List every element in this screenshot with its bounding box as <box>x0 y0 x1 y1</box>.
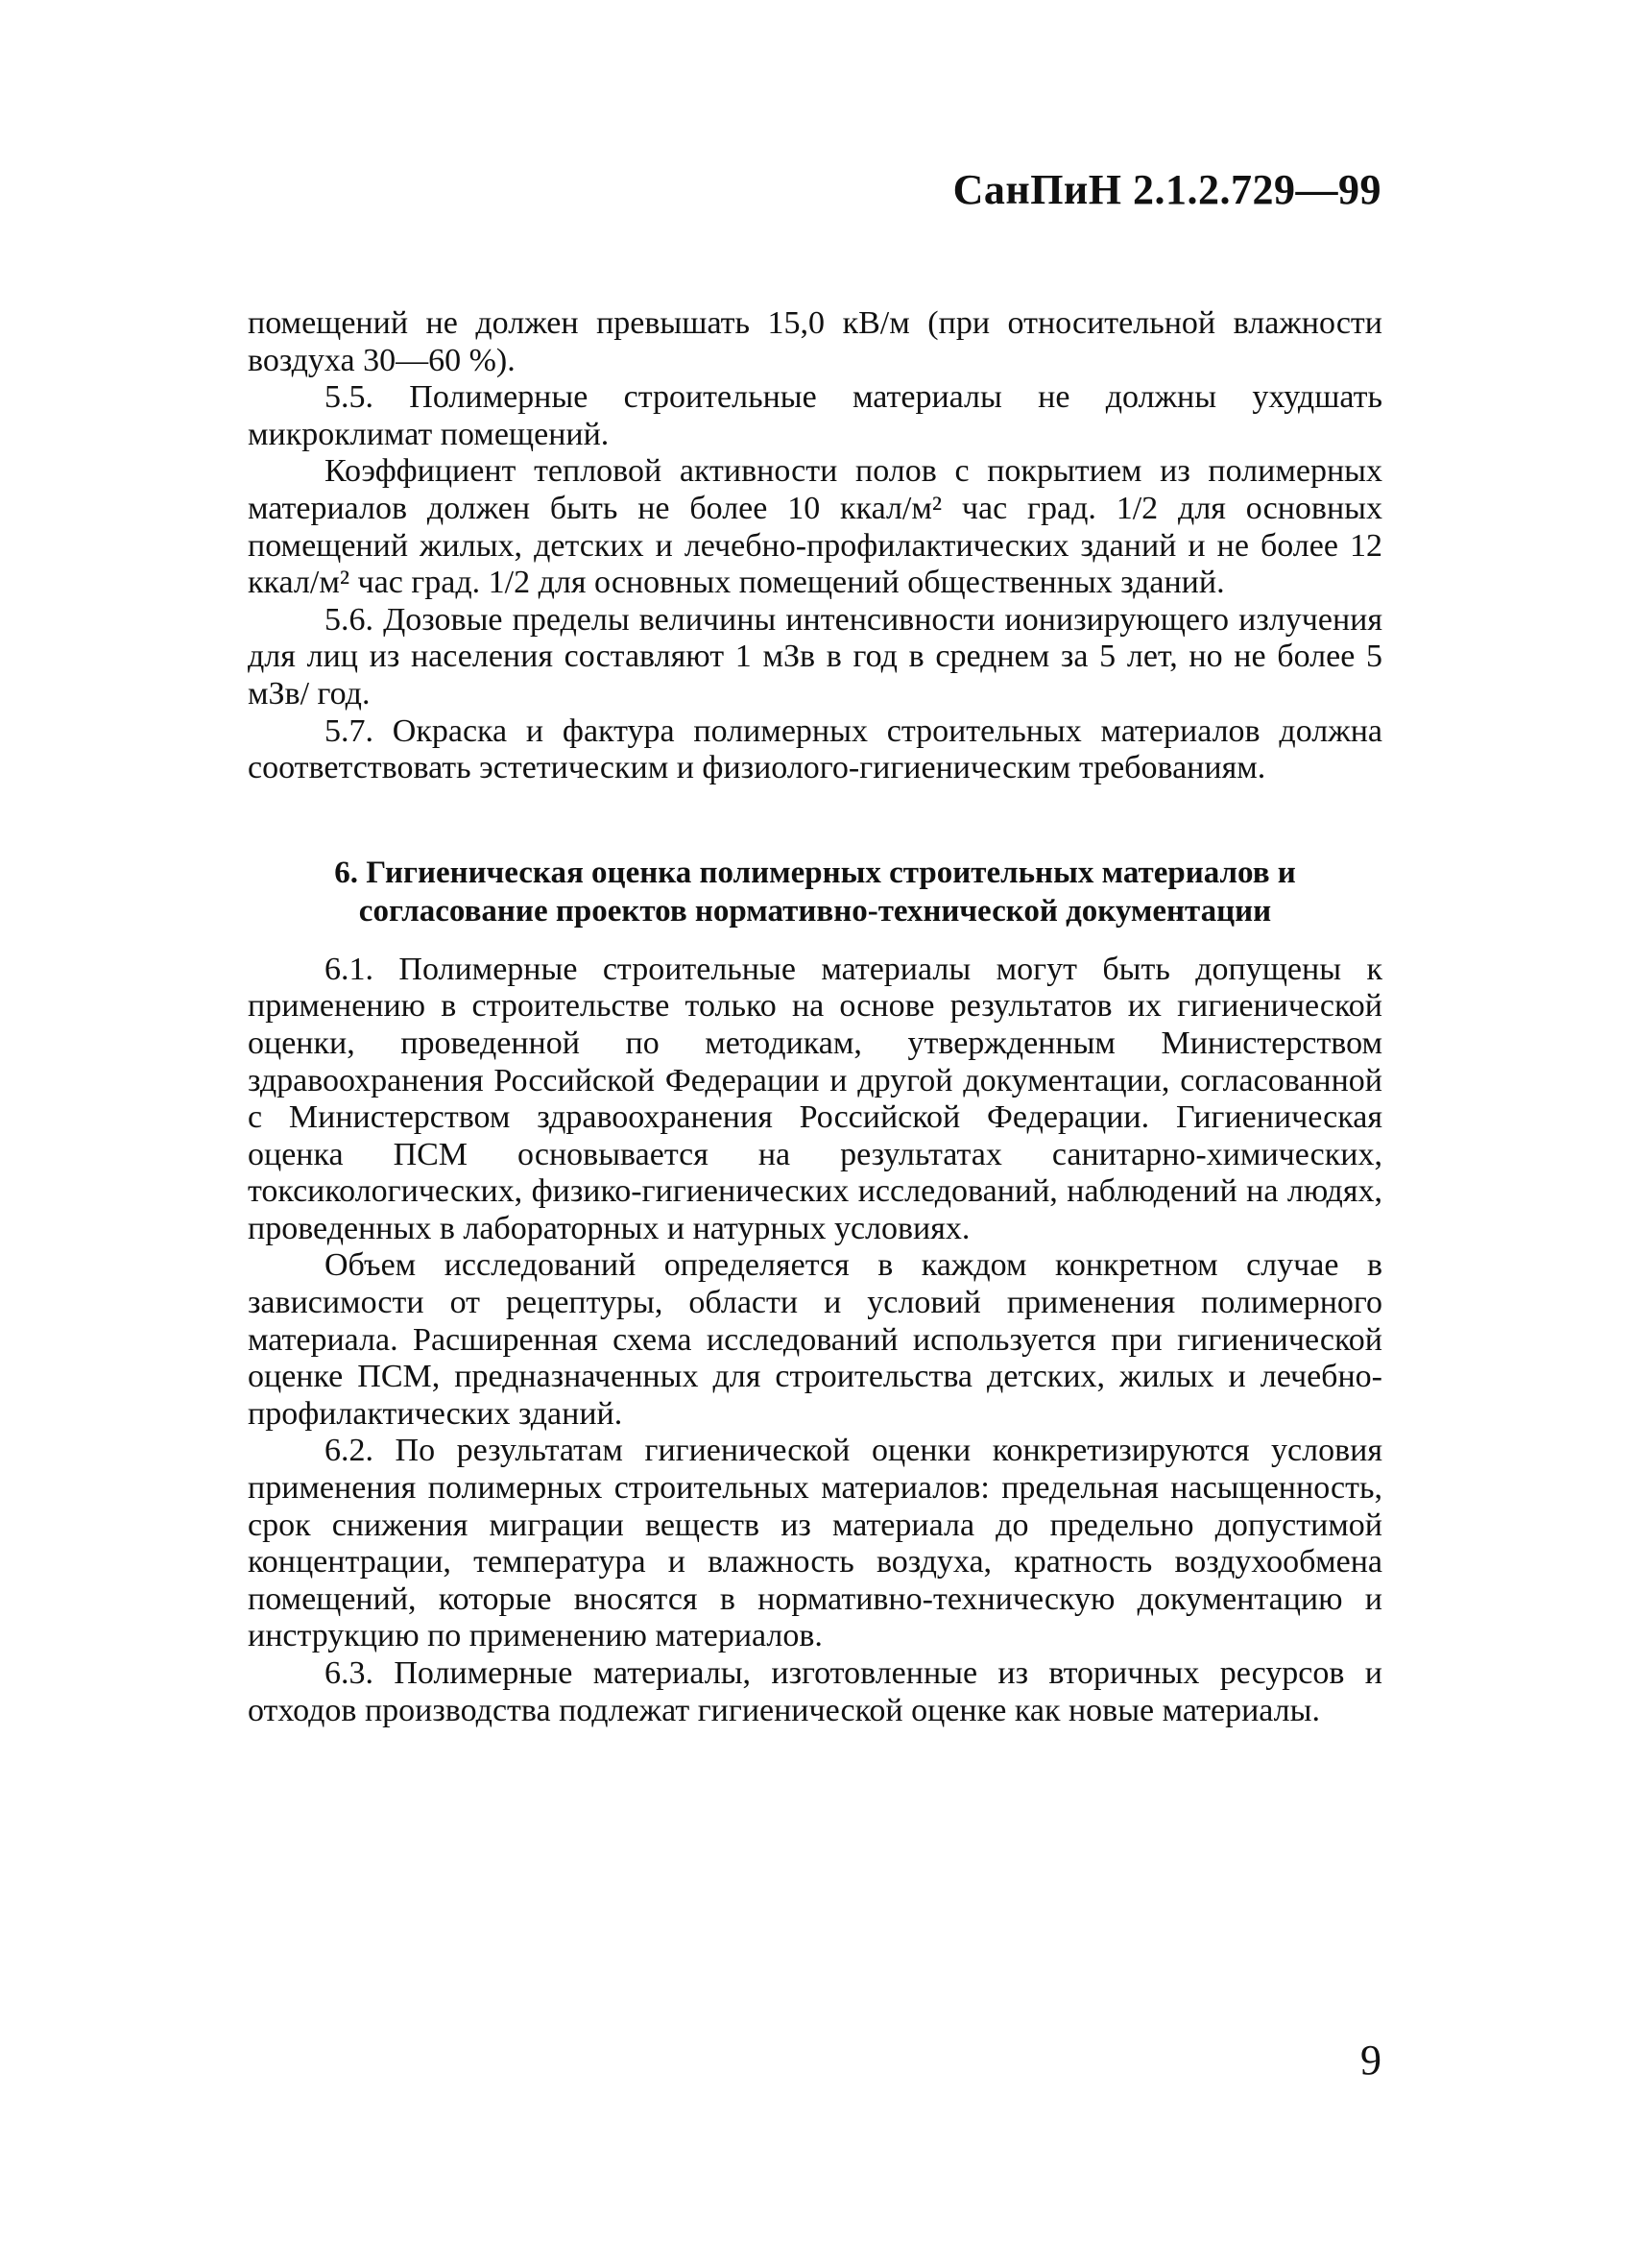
page-number: 9 <box>1360 2037 1381 2084</box>
paragraph-thermal-coefficient: Коэффициент тепловой активности полов с покрытием из полимерных материалов должен быть не более 10 ккал/м² час град. 1/2 для основных помещений жилых, детских и лечебно-профилактических зданий и не более 12 ккал/м² час град. 1/2 для основных помещений общественных зданий. <box>248 453 1382 601</box>
paragraph-5-5: 5.5. Полимерные строительные материалы не должны ухудшать микроклимат помещений. <box>248 379 1382 452</box>
paragraph-5-6: 5.6. Дозовые пределы величины интенсивности ионизирующего излучения для лиц из населения составляют 1 мЗв в год в среднем за 5 лет, но не более 5 мЗв/ год. <box>248 601 1382 712</box>
paragraph-6-2: 6.2. По результатам гигиенической оценки конкретизируются условия применения полимерных строительных материалов: предельная насыщенность, срок снижения миграции веществ из материала до предельно допустимой концентрации, температура и влажность воздуха, кратность воздухообмена помещений, которые вносятся в нормативно-техническую документацию и инструкцию по применению материалов. <box>248 1433 1382 1654</box>
section-6-heading-line-2: согласование проектов нормативно-технической документации <box>358 893 1272 929</box>
document-code-header: СанПиН 2.1.2.729—99 <box>952 166 1381 213</box>
page-body <box>248 305 1382 1729</box>
section-6-heading <box>248 854 1382 930</box>
paragraph-continuation: помещений не должен превышать 15,0 кВ/м (при относительной влажности воздуха 30—60 %). <box>248 305 1382 378</box>
section-6-heading-line-1: 6. Гигиеническая оценка полимерных строительных материалов и <box>334 855 1296 890</box>
paragraph-research-scope: Объем исследований определяется в каждом конкретном случае в зависимости от рецептуры, области и условий применения полимерного материала. Расширенная схема исследований используется при гигиенической оценке ПСМ, предназначенных для строительства детских, жилых и лечебно-профилактических зданий. <box>248 1247 1382 1432</box>
paragraph-6-1: 6.1. Полимерные строительные материалы могут быть допущены к применению в строительстве только на основе результатов их гигиенической оценки, проведенной по методикам, утвержденным Министерством здравоохранения Российской Федерации и другой документации, согласованной с Министерством здравоохранения Российской Федерации. Гигиеническая оценка ПСМ основывается на результатах санитарно-химических, токсикологических, физико-гигиенических исследований, наблюдений на людях, проведенных в лабораторных и натурных условиях. <box>248 951 1382 1246</box>
paragraph-5-7: 5.7. Окраска и фактура полимерных строительных материалов должна соответствовать эстетическим и физиолого-гигиеническим требованиям. <box>248 712 1382 786</box>
paragraph-6-3: 6.3. Полимерные материалы, изготовленные из вторичных ресурсов и отходов производства подлежат гигиенической оценке как новые материалы. <box>248 1655 1382 1728</box>
